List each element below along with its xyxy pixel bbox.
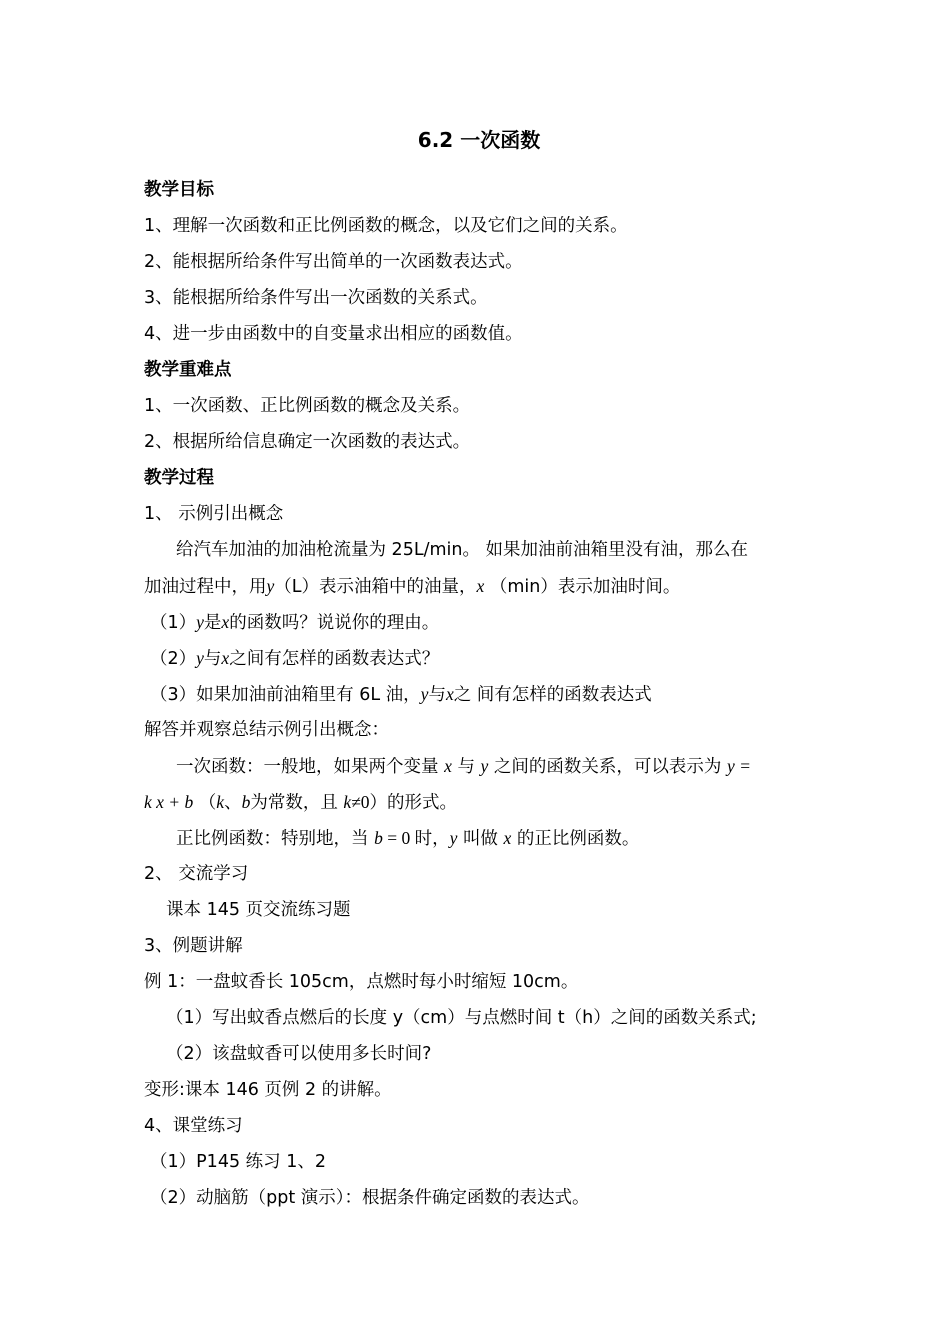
example-1: 例 1：一盘蚊香长 105cm，点燃时每小时缩短 10cm。 bbox=[144, 972, 579, 992]
question-3: （3）如果加油前油箱里有 6L 油，y与x之 间有怎样的函数表达式 bbox=[150, 684, 652, 705]
definition-linear-function-line-1: 一次函数：一般地，如果两个变量 x 与 y 之间的函数关系，可以表示为 y = bbox=[176, 756, 751, 777]
practice-item: （2）动脑筋（ppt 演示）：根据条件确定函数的表达式。 bbox=[150, 1188, 590, 1208]
definition-linear-function-line-2: k x + b （k、b为常数，且 k≠0）的形式。 bbox=[144, 792, 458, 813]
variant-line: 变形:课本 146 页例 2 的讲解。 bbox=[144, 1080, 392, 1100]
section-heading-objectives: 教学目标 bbox=[144, 180, 214, 200]
objective-item: 1、理解一次函数和正比例函数的概念，以及它们之间的关系。 bbox=[144, 216, 628, 236]
objective-item: 3、能根据所给条件写出一次函数的关系式。 bbox=[144, 288, 488, 308]
objective-item: 4、进一步由函数中的自变量求出相应的函数值。 bbox=[144, 324, 523, 344]
example-1-question-2: （2）该盘蚊香可以使用多长时间? bbox=[166, 1044, 432, 1064]
definition-proportional-function: 正比例函数：特别地，当 b = 0 时，y 叫做 x 的正比例函数。 bbox=[176, 828, 640, 849]
question-1: （1）y是x的函数吗？说说你的理由。 bbox=[150, 612, 440, 633]
example-1-question-1: （1）写出蚊香点燃后的长度 y（cm）与点燃时间 t（h）之间的函数关系式; bbox=[166, 1008, 757, 1028]
practice-item: （1）P145 练习 1、2 bbox=[150, 1152, 326, 1172]
example-paragraph-line-2: 加油过程中，用y（L）表示油箱中的油量，x （min）表示加油时间。 bbox=[144, 576, 681, 597]
key-point-item: 1、一次函数、正比例函数的概念及关系。 bbox=[144, 396, 471, 416]
step-1-label: 1、 示例引出概念 bbox=[144, 504, 284, 524]
summary-line: 解答并观察总结示例引出概念： bbox=[144, 720, 389, 740]
question-2: （2）y与x之间有怎样的函数表达式？ bbox=[150, 648, 440, 669]
step-2-label: 2、 交流学习 bbox=[144, 864, 249, 884]
key-point-item: 2、根据所给信息确定一次函数的表达式。 bbox=[144, 432, 471, 452]
section-heading-process: 教学过程 bbox=[144, 468, 214, 488]
document-page bbox=[144, 122, 814, 1216]
page-title: 6.2 一次函数 bbox=[417, 128, 541, 152]
step-4-label: 4、课堂练习 bbox=[144, 1116, 243, 1136]
step-2-text: 课本 145 页交流练习题 bbox=[166, 900, 351, 920]
objective-item: 2、能根据所给条件写出简单的一次函数表达式。 bbox=[144, 252, 523, 272]
section-heading-key-points: 教学重难点 bbox=[144, 360, 232, 380]
example-paragraph-line-1: 给汽车加油的加油枪流量为 25L/min。 如果加油前油箱里没有油，那么在 bbox=[176, 540, 749, 560]
step-3-label: 3、例题讲解 bbox=[144, 936, 243, 956]
